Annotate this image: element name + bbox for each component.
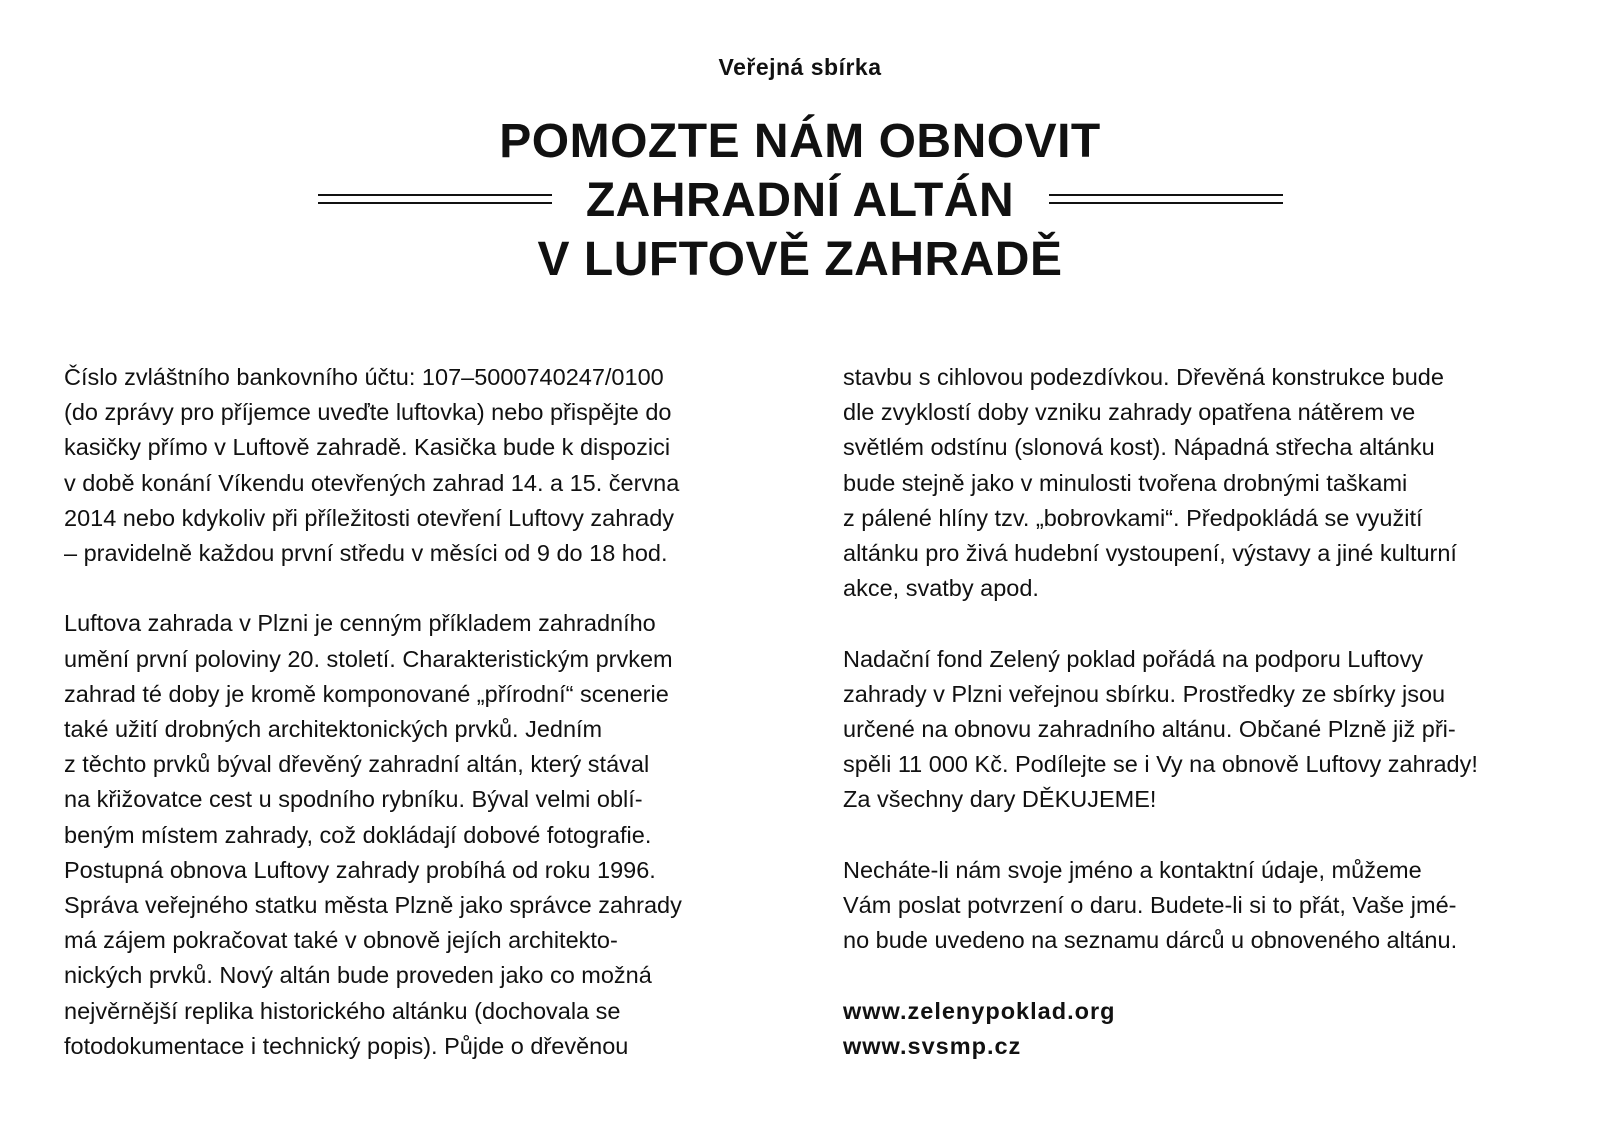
text-line: z pálené hlíny tzv. „bobrovkami“. Předpokládá se využití [843, 504, 1423, 531]
text-line: altánku pro živá hudební vystoupení, výstavy a jiné kulturní [843, 540, 1457, 567]
link-svsmp[interactable]: www.svsmp.cz [843, 1032, 1022, 1059]
text-line: Správa veřejného statku města Plzně jako správce zahrady [64, 892, 682, 919]
text-line: Vám poslat potvrzení o daru. Budete-li si to přát, Vaše jmé- [843, 892, 1457, 919]
text-line: z těchto prvků býval dřevěný zahradní altán, který stával [64, 751, 650, 778]
text-line: 2014 nebo kdykoliv při příležitosti otevření Luftovy zahrady [64, 504, 675, 531]
text-line: nických prvků. Nový altán bude proveden jako co možná [64, 962, 652, 989]
text-line: Nadační fond Zelený poklad pořádá na podporu Luftovy [843, 645, 1424, 672]
link-zelenypoklad[interactable]: www.zelenypoklad.org [843, 997, 1116, 1024]
title-line: ZAHRADNÍ ALTÁN [585, 174, 1015, 227]
text-line: akce, svatby apod. [843, 575, 1039, 602]
text-line: Necháte-li nám svoje jméno a kontaktní údaje, můžeme [843, 856, 1422, 883]
title-line: POMOZTE NÁM OBNOVIT [499, 115, 1101, 168]
text-line: na křižovatce cest u spodního rybníku. Býval velmi oblí- [64, 786, 643, 813]
text-line: no bude uvedeno na seznamu dárců u obnoveného altánu. [843, 927, 1458, 954]
left-column [64, 360, 804, 1064]
text-line: světlém odstínu (slonová kost). Nápadná střecha altánku [843, 434, 1435, 461]
text-line: nejvěrnější replika historického altánku (dochovala se [64, 997, 621, 1024]
history-paragraph [64, 606, 804, 1064]
text-line: také užití drobných architektonických prvků. Jedním [64, 716, 603, 743]
title-divider-left [318, 194, 552, 204]
donor-list-paragraph [843, 853, 1583, 959]
text-line: Luftova zahrada v Plzni je cenným příkladem zahradního [64, 610, 656, 637]
right-column [843, 360, 1583, 1064]
text-line: – pravidelně každou první středu v měsíci od 9 do 18 hod. [64, 540, 668, 567]
text-line: v době konání Víkendu otevřených zahrad 14. a 15. června [64, 469, 680, 496]
construction-paragraph [843, 360, 1583, 606]
web-links [843, 994, 1583, 1064]
text-line: Za všechny dary DĚKUJEME! [843, 786, 1157, 813]
text-line: zahrady v Plzni veřejnou sbírku. Prostředky ze sbírky jsou [843, 680, 1446, 707]
text-line: (do zprávy pro příjemce uveďte luftovka) nebo přispějte do [64, 399, 672, 426]
kicker-label: Veřejná sbírka [718, 54, 882, 80]
fundraising-paragraph [843, 642, 1583, 818]
text-line: kasičky přímo v Luftově zahradě. Kasička bude k dispozici [64, 434, 671, 461]
text-line: umění první poloviny 20. století. Charakteristickým prvkem [64, 645, 673, 672]
text-line: spěli 11 000 Kč. Podílejte se i Vy na obnově Luftovy zahrady! [843, 751, 1478, 778]
text-line: fotodokumentace i technický popis). Půjde o dřevěnou [64, 1032, 629, 1059]
text-line: bude stejně jako v minulosti tvořena drobnými taškami [843, 469, 1408, 496]
text-line: beným místem zahrady, což dokládají dobové fotografie. [64, 821, 652, 848]
text-line: zahrad té doby je kromě komponované „přírodní“ scenerie [64, 680, 669, 707]
text-line: Číslo zvláštního bankovního účtu: 107–5000740247/0100 [64, 364, 664, 390]
page-title [0, 112, 1600, 289]
bank-account-paragraph [64, 360, 804, 571]
text-line: dle zvyklostí doby vzniku zahrady opatřena nátěrem ve [843, 399, 1416, 426]
title-divider-right [1049, 194, 1283, 204]
text-line: Postupná obnova Luftovy zahrady probíhá od roku 1996. [64, 856, 656, 883]
title-line: V LUFTOVĚ ZAHRADĚ [537, 233, 1063, 286]
text-line: určené na obnovu zahradního altánu. Občané Plzně již při- [843, 716, 1456, 743]
text-line: má zájem pokračovat také v obnově jejích architekto- [64, 927, 618, 954]
text-line: stavbu s cihlovou podezdívkou. Dřevěná konstrukce bude [843, 364, 1444, 390]
